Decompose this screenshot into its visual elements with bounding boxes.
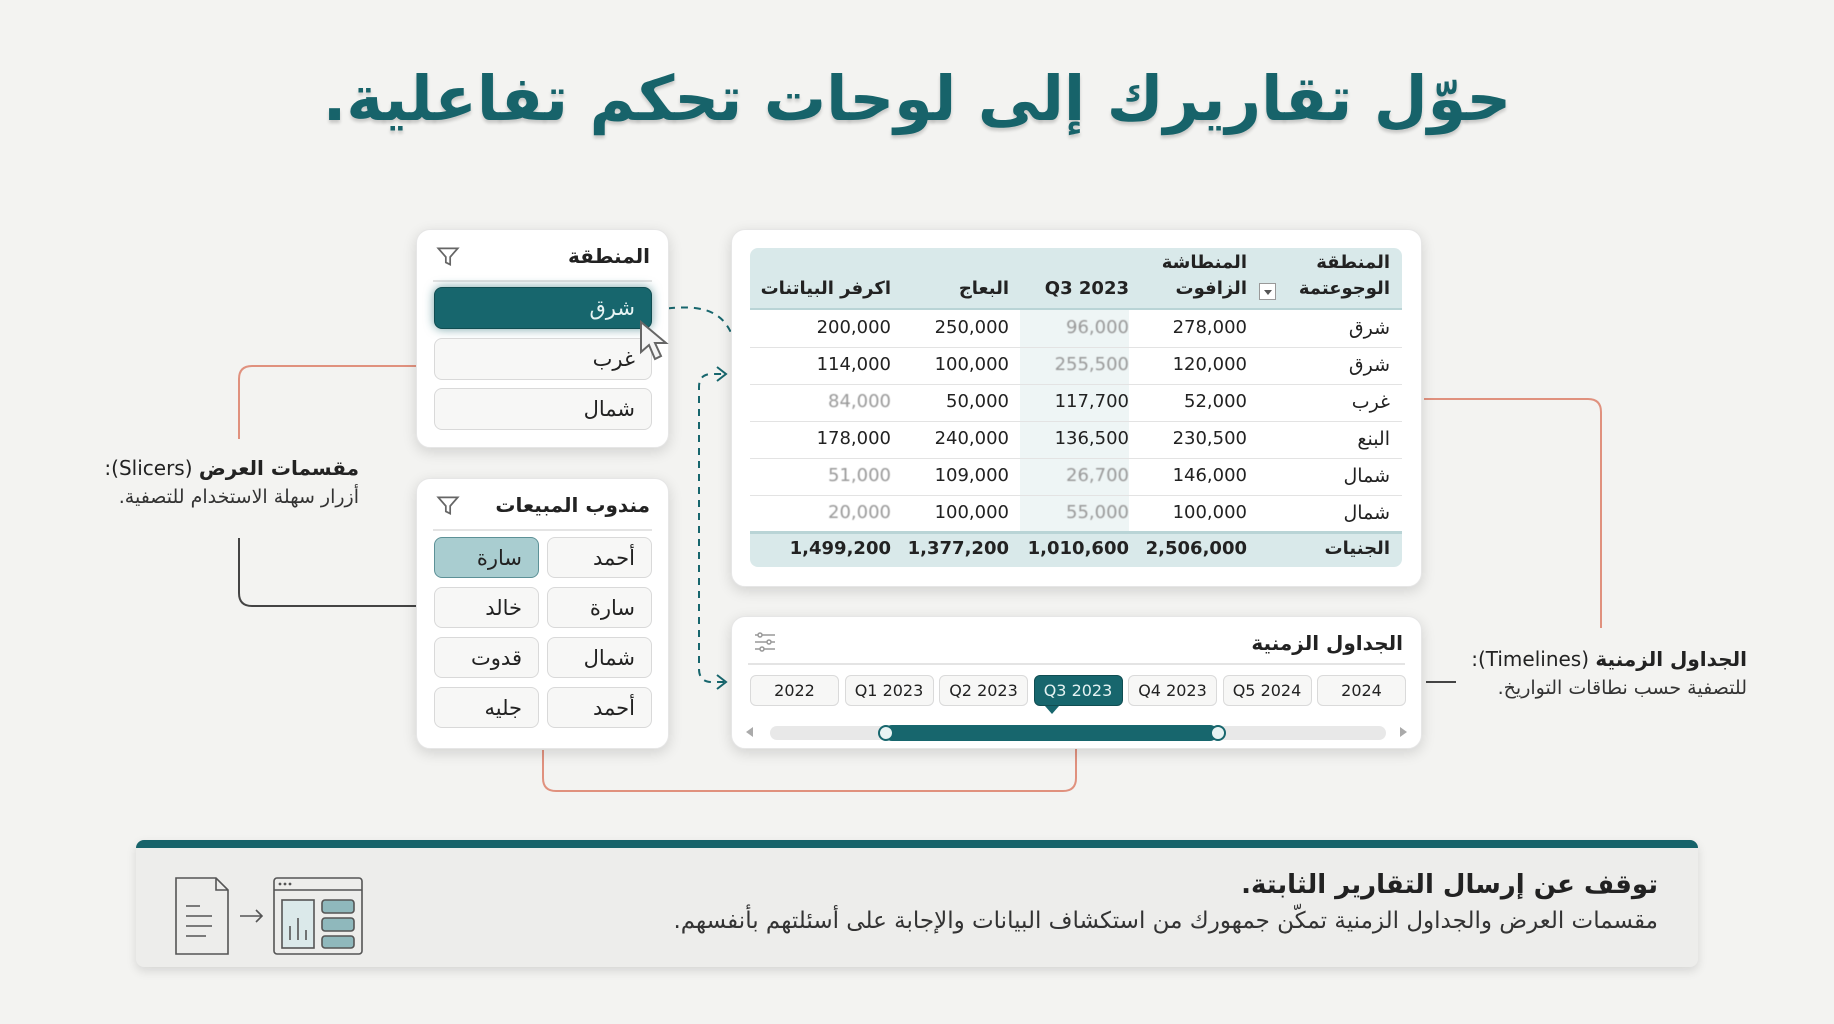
column-header-line1: المنطقة — [1316, 252, 1390, 273]
table-cell: 109,000 — [934, 465, 1009, 486]
column-header: الوجوعتمة — [1298, 278, 1390, 299]
table-cell: 117,700 — [1054, 391, 1129, 412]
rep-option-selected[interactable]: سارة — [434, 537, 539, 578]
region-option-west[interactable]: غرب — [434, 338, 652, 380]
region-slicer-title: المنطقة — [568, 244, 650, 268]
table-cell: 255,500 — [1054, 354, 1129, 375]
settings-sliders-icon[interactable] — [752, 629, 778, 655]
table-cell: 240,000 — [934, 428, 1009, 449]
table-cell: 250,000 — [934, 317, 1009, 338]
filter-icon[interactable] — [435, 493, 461, 519]
table-cell: 55,000 — [1066, 502, 1129, 523]
slicer-annotation-suffix: (Slicers): — [104, 456, 199, 480]
table-cell: 51,000 — [828, 465, 891, 486]
rep-option[interactable]: قدوت — [434, 637, 539, 678]
rep-option[interactable]: سارة — [547, 587, 652, 628]
table-cell: 84,000 — [828, 391, 891, 412]
region-option-east[interactable]: شرق — [434, 287, 652, 329]
rep-option[interactable]: أحمد — [547, 687, 652, 728]
slicer-annotation-subtitle: أزرار سهلة الاستخدام للتصفية. — [118, 486, 359, 508]
column-header: الزافوت — [1175, 278, 1247, 299]
row-divider — [750, 347, 1402, 348]
table-cell: 146,000 — [1172, 465, 1247, 486]
region-option-north[interactable]: شمال — [434, 388, 652, 430]
table-cell: 96,000 — [1066, 317, 1129, 338]
timeline-period-button[interactable]: 2024 — [1317, 675, 1406, 706]
region-slicer — [416, 229, 669, 448]
rep-option[interactable]: شمال — [547, 637, 652, 678]
pivot-table — [750, 248, 1402, 567]
table-cell: 136,500 — [1054, 428, 1129, 449]
timeline-annotation — [1447, 647, 1747, 699]
total-cell: 2,506,000 — [1145, 538, 1247, 559]
mouse-cursor-icon — [639, 320, 673, 364]
table-cell: 120,000 — [1172, 354, 1247, 375]
timeline-connector-top — [1424, 399, 1601, 628]
table-cell: 178,000 — [816, 428, 891, 449]
range-end-handle[interactable] — [1210, 725, 1226, 741]
row-region: البنع — [1357, 428, 1390, 450]
pivot-table-card — [731, 229, 1422, 587]
row-region: شرق — [1348, 354, 1390, 376]
scroll-right-icon[interactable] — [1399, 727, 1407, 737]
table-cell: 100,000 — [934, 502, 1009, 523]
report-to-dashboard-icon — [172, 876, 372, 956]
table-cell: 50,000 — [946, 391, 1009, 412]
column-header-line1: المنطاشة — [1161, 252, 1247, 273]
timeline-period-button[interactable]: Q4 2023 — [1128, 675, 1217, 706]
total-cell: 1,377,200 — [907, 538, 1009, 559]
slicer-annotation-heading: مقسمات العرض — [198, 456, 359, 480]
total-cell: 1,010,600 — [1027, 538, 1129, 559]
row-region: شمال — [1343, 465, 1390, 487]
table-cell: 52,000 — [1184, 391, 1247, 412]
column-header: اكرفر البياتنات — [760, 278, 891, 299]
dashed-flow-arrow-2 — [699, 374, 725, 682]
rep-option[interactable]: جليه — [434, 687, 539, 728]
timeline-period-button[interactable]: Q2 2023 — [939, 675, 1028, 706]
rep-option[interactable]: أحمد — [547, 537, 652, 578]
timeline-annotation-subtitle: للتصفية حسب نطاقات التواريخ. — [1497, 677, 1747, 699]
column-dropdown-icon[interactable] — [1259, 283, 1276, 300]
column-header: Q3 2023 — [1044, 278, 1129, 299]
total-label: الجنيات — [1324, 538, 1390, 559]
row-divider — [750, 421, 1402, 422]
rep-option[interactable]: خالد — [434, 587, 539, 628]
sales-rep-slicer-title: مندوب المبيعات — [495, 493, 650, 517]
slicer-connector-top — [239, 366, 416, 439]
timeline-card — [731, 616, 1422, 749]
bottom-banner — [136, 840, 1698, 967]
slicer-annotation — [39, 456, 359, 508]
table-cell: 100,000 — [934, 354, 1009, 375]
timeline-range-bar[interactable] — [884, 725, 1218, 741]
page-title: حوّل تقاريرك إلى لوحات تحكم تفاعلية. — [322, 62, 1512, 135]
slicer-connector-bottom — [239, 538, 416, 606]
row-region: شرق — [1348, 317, 1390, 339]
scroll-left-icon[interactable] — [746, 727, 754, 737]
timeline-period-button[interactable]: 2022 — [750, 675, 839, 706]
table-cell: 114,000 — [816, 354, 891, 375]
row-region: شمال — [1343, 502, 1390, 524]
table-cell: 26,700 — [1066, 465, 1129, 486]
row-divider — [750, 458, 1402, 459]
table-cell: 20,000 — [828, 502, 891, 523]
timeline-annotation-suffix: (Timelines): — [1471, 647, 1596, 671]
sales-rep-slicer — [416, 478, 669, 749]
row-region: غرب — [1351, 391, 1390, 413]
timeline-period-button[interactable]: Q5 2024 — [1223, 675, 1312, 706]
table-cell: 278,000 — [1172, 317, 1247, 338]
banner-text: مقسمات العرض والجداول الزمنية تمكّن جمهورك من استكشاف البيانات والإجابة على أسئلتهم بأنفسهم. — [673, 908, 1658, 934]
timeline-period-button[interactable]: Q1 2023 — [845, 675, 934, 706]
timeline-period-button[interactable]: Q3 2023 — [1034, 675, 1123, 706]
row-divider — [750, 495, 1402, 496]
selected-period-pointer — [1045, 706, 1059, 714]
timeline-annotation-heading: الجداول الزمنية — [1595, 647, 1747, 671]
timeline-title: الجداول الزمنية — [1251, 631, 1403, 655]
banner-heading: توقف عن إرسال التقارير الثابتة. — [1241, 870, 1658, 900]
column-header: البعاج — [958, 278, 1009, 299]
table-cell: 200,000 — [816, 317, 891, 338]
table-cell: 230,500 — [1172, 428, 1247, 449]
filter-icon[interactable] — [435, 244, 461, 270]
range-start-handle[interactable] — [878, 725, 894, 741]
table-cell: 100,000 — [1172, 502, 1247, 523]
total-cell: 1,499,200 — [789, 538, 891, 559]
row-divider — [750, 384, 1402, 385]
